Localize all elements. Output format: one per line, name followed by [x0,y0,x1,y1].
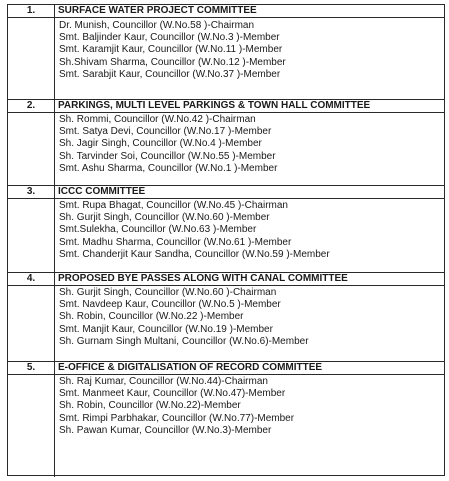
member-entry: Smt. Rimpi Parbhakar, Councillor (W.No.77)-Member [59,412,295,424]
committee-title: SURFACE WATER PROJECT COMMITTEE [58,5,257,16]
member-entry: Smt. Navdeep Kaur, Councillor (W.No.5 )-Member [59,299,281,311]
member-entry: Smt. Satya Devi, Councillor (W.No.17 )-Member [59,126,272,138]
committee-table [7,4,445,476]
member-entry: Sh. Pawan Kumar, Councillor (W.No.3)-Member [59,424,272,436]
committee-title: PROPOSED BYE PASSES ALONG WITH CANAL COMMITTEE [58,273,348,284]
column-divider [54,5,55,477]
member-entry: Sh. Raj Kumar, Councillor (W.No.44)-Chairman [59,376,268,387]
member-entry: Smt. Chanderjit Kaur Sandha, Councillor (W.No.59 )-Member [59,248,330,260]
committee-title: ICCC COMMITTEE [58,186,146,197]
member-entry: Sh. Tarvinder Soi, Councillor (W.No.55 )-Member [59,150,276,162]
member-entry: Dr. Munish, Councillor (W.No.58 )-Chairman [59,20,255,31]
member-entry: Sh. Gurjit Singh, Councillor (W.No.60 )-Chairman [59,287,277,298]
section-header-row [8,272,444,286]
section-number: 2. [26,100,36,111]
committee-title: PARKINGS, MULTI LEVEL PARKINGS & TOWN HALL COMMITTEE [58,100,371,111]
member-list [59,200,330,261]
member-entry: Sh.Shivam Sharma, Councillor (W.No.12 )-Member [59,56,286,68]
section-number: 4. [26,273,36,284]
section-number: 1. [26,5,36,16]
committee-title: E-OFFICE & DIGITALISATION OF RECORD COMMITTEE [58,362,323,373]
section-header-row [8,5,444,18]
section-number: 3. [26,186,36,197]
member-entry: Smt. Baljinder Kaur, Councillor (W.No.3 )-Member [59,32,280,44]
member-entry: Smt. Sarabjit Kaur, Councillor (W.No.37 )-Member [59,68,281,80]
member-entry: Sh. Rommi, Councillor (W.No.42 )-Chairman [59,114,256,125]
member-entry: Sh. Robin, Councillor (W.No.22)-Member [59,400,241,412]
member-entry: Smt. Manmeet Kaur, Councillor (W.No.47)-Member [59,388,286,400]
section-header-row [8,185,444,199]
member-entry: Smt. Manjit Kaur, Councillor (W.No.19 )-Member [59,323,273,335]
section-header-row [8,361,444,375]
member-entry: Sh. Jagir Singh, Councillor (W.No.4 )-Member [59,138,262,150]
member-entry: Smt. Madhu Sharma, Councillor (W.No.61 )-Member [59,236,292,248]
member-entry: Smt.Sulekha, Councillor (W.No.63 )-Member [59,224,257,236]
member-entry: Sh. Gurjit Singh, Councillor (W.No.60 )-Member [59,212,270,224]
member-list [59,376,294,437]
member-list [59,287,309,348]
member-entry: Smt. Ashu Sharma, Councillor (W.No.1 )-Member [59,162,278,174]
member-entry: Smt. Karamjit Kaur, Councillor (W.No.11 )-Member [59,44,283,56]
section-number: 5. [26,362,36,373]
member-list [59,20,286,81]
member-entry: Sh. Gurnam Singh Multani, Councillor (W.No.6)-Member [59,335,309,347]
member-entry: Sh. Robin, Councillor (W.No.22 )-Member [59,311,244,323]
section-header-row [8,99,444,113]
member-entry: Smt. Rupa Bhagat, Councillor (W.No.45 )-Chairman [59,200,288,211]
member-list [59,114,277,175]
